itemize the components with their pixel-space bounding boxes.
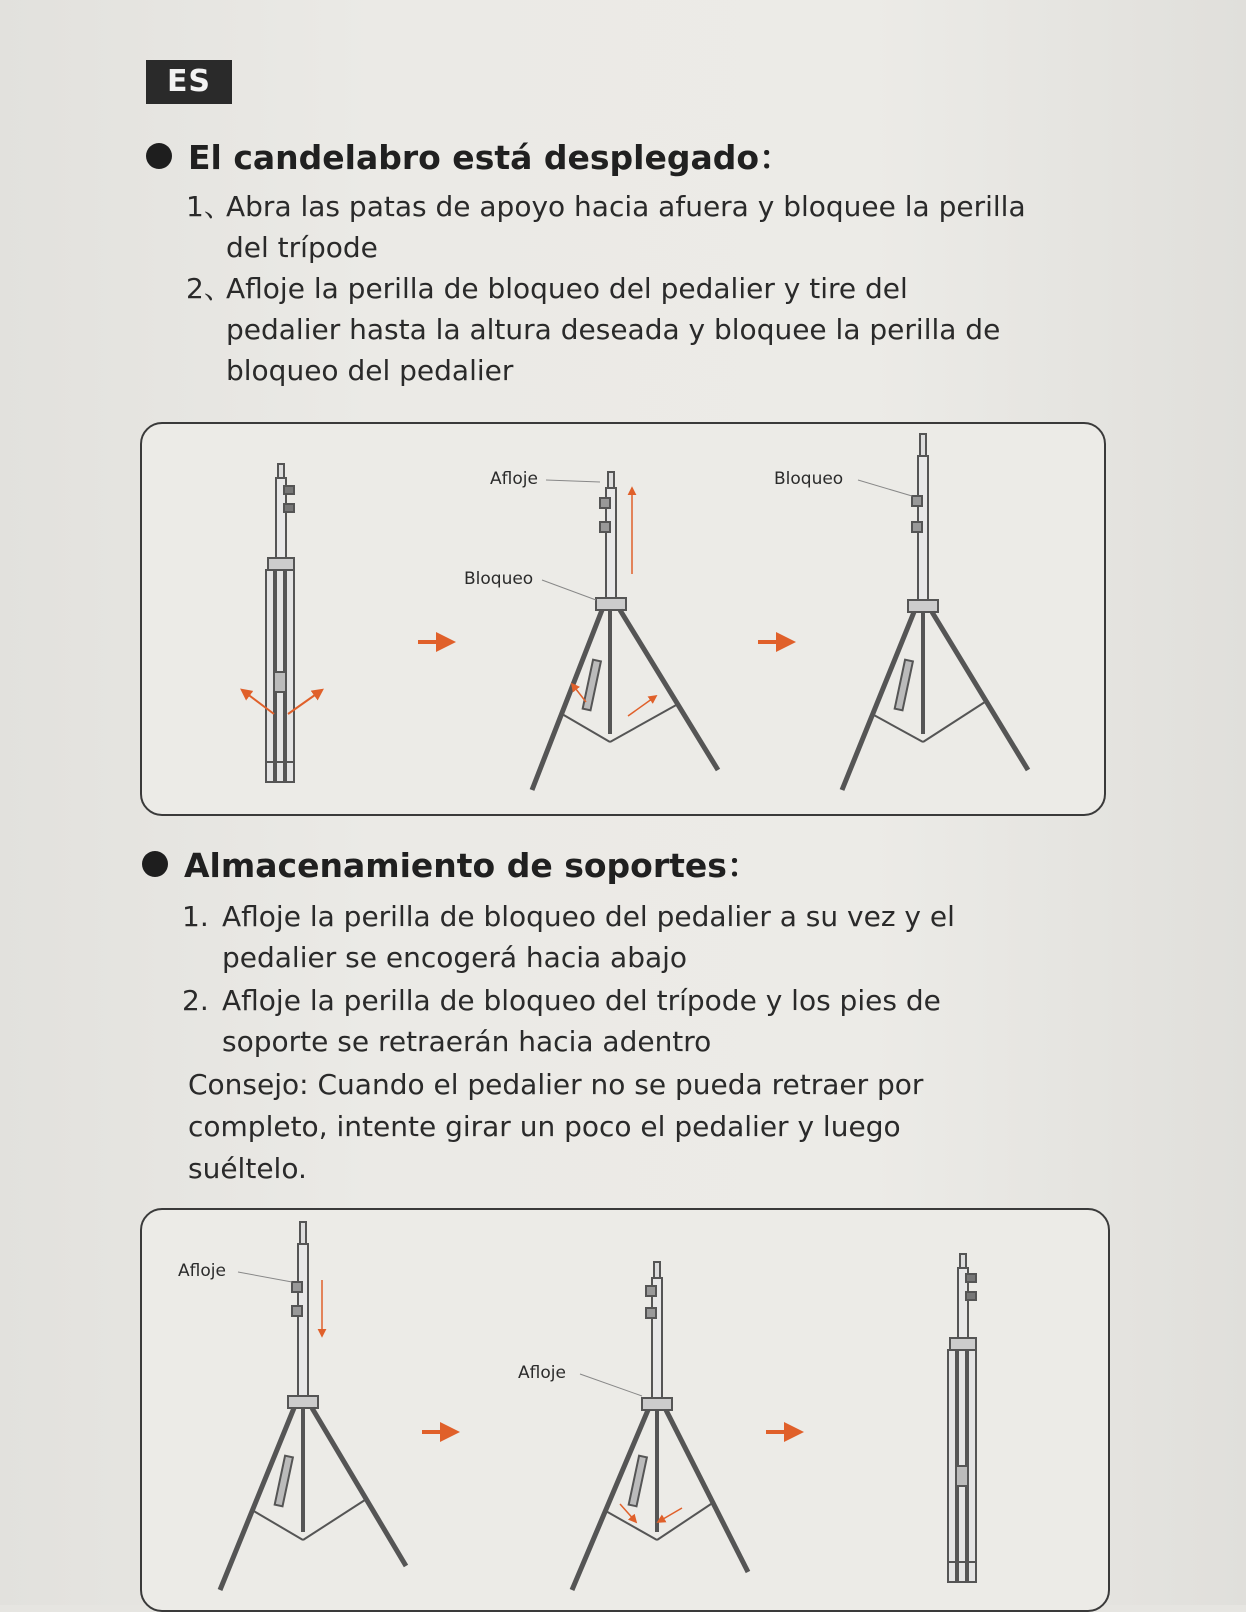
figure-storage — [140, 1208, 1110, 1612]
step-line: Afloje la perilla de bloqueo del trípode y los pies de — [222, 984, 941, 1017]
stored-stand-illustration — [948, 1254, 976, 1582]
step-2-deployed — [186, 268, 1106, 391]
section-heading-deployed — [188, 132, 792, 179]
step-number: 1. — [182, 900, 209, 933]
step-line: Abra las patas de apoyo hacia afuera y bloquee la perilla — [226, 190, 1026, 223]
step-line: Afloje la perilla de bloqueo del pedalier y tire del — [226, 272, 908, 305]
step-number: 2、 — [186, 272, 232, 305]
section-heading-text: Almacenamiento de soportes： — [184, 846, 760, 885]
leg-in-arrow — [658, 1508, 682, 1522]
figure-deploy — [140, 422, 1106, 816]
step-1-storage — [182, 896, 1102, 978]
retracting-stand-illustration — [572, 1262, 748, 1590]
step-line: soporte se retraerán hacia adentro — [222, 1025, 712, 1058]
step-line: pedalier hasta la altura deseada y bloquee la perilla de — [226, 313, 1001, 346]
bullet-dot-icon — [146, 143, 172, 169]
lowering-stand-illustration — [220, 1222, 406, 1590]
callout-afloje-column: Afloje — [178, 1261, 226, 1281]
step-line: pedalier se encogerá hacia abajo — [222, 941, 688, 974]
callout-bloqueo-column: Bloqueo — [774, 469, 844, 489]
step-line: bloqueo del pedalier — [226, 354, 514, 387]
callout-afloje-tripod: Afloje — [518, 1363, 566, 1383]
language-badge: ES — [146, 60, 232, 104]
callout-afloje: Afloje — [490, 469, 538, 489]
tip-paragraph — [188, 1064, 1048, 1190]
tip-line: suéltelo. — [188, 1152, 307, 1185]
tip-line: completo, intente girar un poco el pedalier y luego — [188, 1110, 901, 1143]
step-number: 2. — [182, 984, 209, 1017]
opening-stand-illustration — [532, 472, 718, 790]
tip-line: Consejo: Cuando el pedalier no se pueda retraer por — [188, 1068, 924, 1101]
callout-bloqueo-tripod: Bloqueo — [464, 569, 534, 589]
section-heading-storage — [184, 840, 760, 887]
leg-arrow — [572, 684, 586, 702]
step-2-storage — [182, 980, 1102, 1062]
folded-stand-illustration — [266, 464, 294, 782]
extended-stand-illustration — [842, 434, 1028, 790]
step-1-deployed — [186, 186, 1106, 268]
step-number: 1、 — [186, 190, 232, 223]
storage-diagram — [142, 1210, 1108, 1610]
step-line: del trípode — [226, 231, 378, 264]
bullet-dot-icon — [142, 851, 168, 877]
deploy-diagram — [142, 424, 1104, 814]
step-line: Afloje la perilla de bloqueo del pedalier a su vez y el — [222, 900, 955, 933]
leg-arrow — [628, 696, 656, 716]
section-heading-text: El candelabro está desplegado： — [188, 138, 793, 177]
